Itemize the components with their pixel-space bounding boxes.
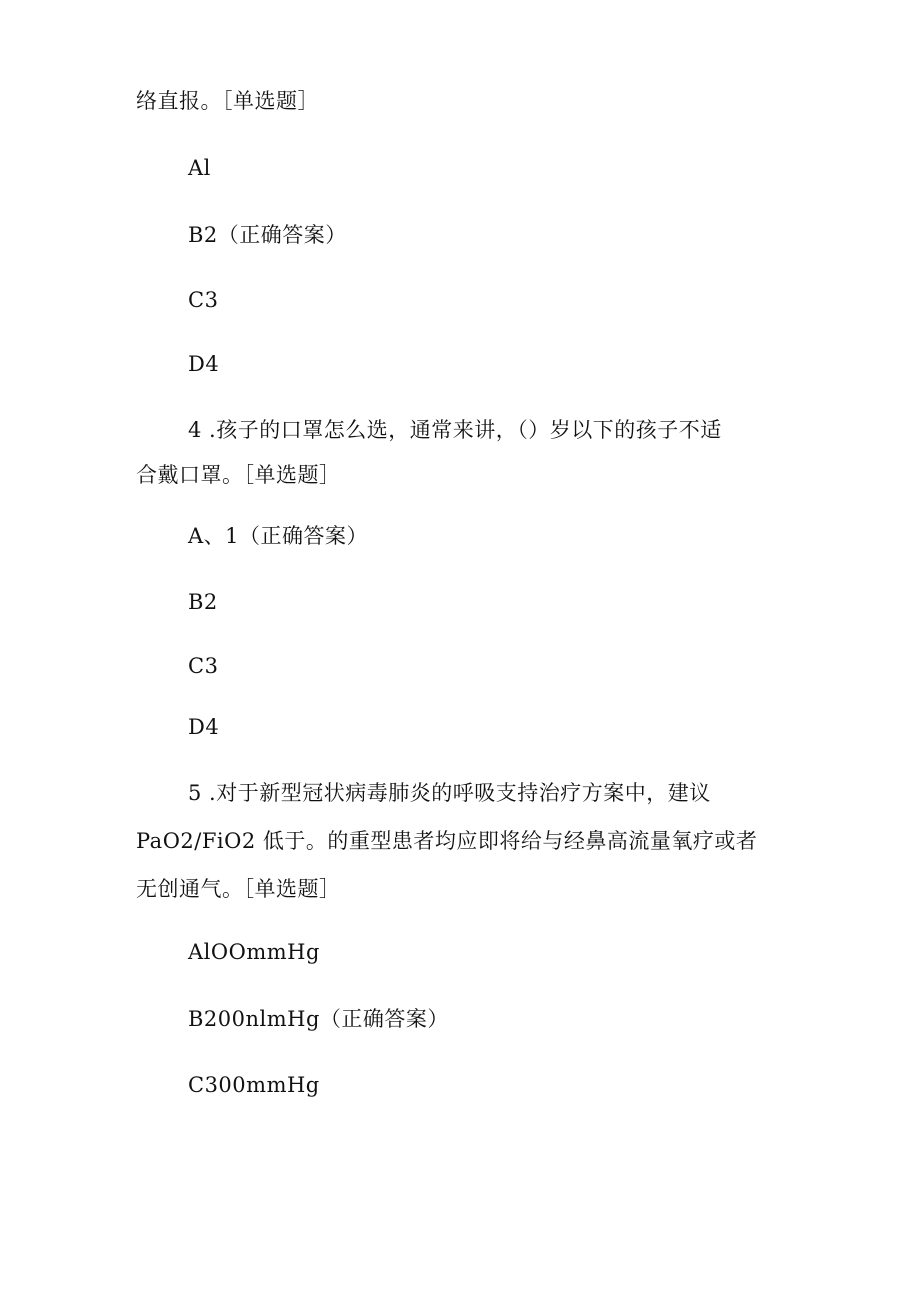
question-4-option-b: B2 [188,590,218,614]
question-5-text-cont-1: PaO2/FiO2 低于。的重型患者均应即将给与经鼻高流量氧疗或者 [136,829,758,853]
question-3-option-b: B2（正确答案） [188,223,347,247]
question-3-text-end: 络直报。［单选题］ [136,89,319,113]
question-3-option-d: D4 [188,352,220,376]
question-5-option-c: C300mmHg [188,1073,320,1097]
question-3-option-a: Al [188,156,211,180]
question-5-option-b: B200nlmHg（正确答案） [188,1007,449,1031]
question-5-option-a: AlOOmmHg [188,940,320,964]
question-5-text-cont-2: 无创通气。［单选题］ [136,877,341,901]
question-4-option-a: A、1（正确答案） [188,524,369,548]
question-5-text: 5 .对于新型冠状病毒肺炎的呼吸支持治疗方案中，建议 [188,781,711,805]
question-4-option-c: C3 [188,654,219,678]
question-3-option-c: C3 [188,288,219,312]
question-4-text: 4 .孩子的口罩怎么选，通常来讲，（）岁以下的孩子不适 [188,418,722,442]
question-4-text-cont: 合戴口罩。［单选题］ [136,463,341,487]
question-4-option-d: D4 [188,715,220,739]
